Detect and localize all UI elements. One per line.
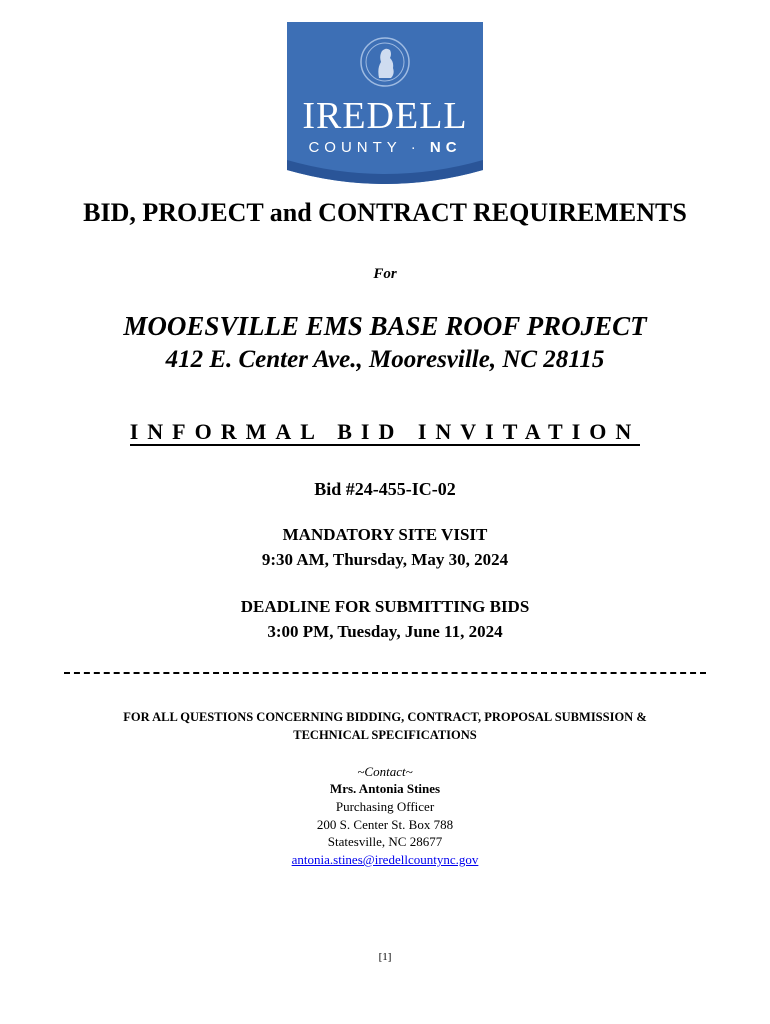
dashed-divider bbox=[64, 672, 706, 674]
logo-state: NC bbox=[429, 139, 462, 156]
invitation-heading bbox=[0, 418, 770, 446]
bid-number: Bid #24-455-IC-02 bbox=[314, 479, 456, 499]
document-title: BID, PROJECT and CONTRACT REQUIREMENTS bbox=[83, 198, 687, 227]
for-label: For bbox=[373, 266, 397, 282]
logo-name: IREDELL bbox=[302, 95, 468, 137]
contact-address-line-2: Statesville, NC 28677 bbox=[327, 834, 443, 849]
logo-separator: · bbox=[410, 139, 421, 156]
site-visit-time: 9:30 AM, Thursday, May 30, 2024 bbox=[261, 550, 509, 569]
questions-line-1: FOR ALL QUESTIONS CONCERNING BIDDING, CONTRACT, PROPOSAL SUBMISSION & bbox=[123, 710, 647, 724]
logo-county: COUNTY bbox=[308, 139, 402, 156]
county-logo bbox=[287, 22, 483, 190]
site-visit-label: MANDATORY SITE VISIT bbox=[282, 525, 488, 544]
project-name: MOOESVILLE EMS BASE ROOF PROJECT bbox=[123, 311, 647, 341]
invitation-text: INFORMAL BID INVITATION bbox=[129, 419, 641, 444]
questions-line-2: TECHNICAL SPECIFICATIONS bbox=[293, 728, 477, 742]
page-number: [1] bbox=[378, 951, 392, 963]
contact-address-line-1: 200 S. Center St. Box 788 bbox=[316, 817, 454, 832]
deadline-label: DEADLINE FOR SUBMITTING BIDS bbox=[240, 597, 530, 616]
contact-label: ~Contact~ bbox=[357, 764, 413, 779]
project-address: 412 E. Center Ave., Mooresville, NC 28115 bbox=[165, 346, 605, 373]
contact-email-link[interactable]: antonia.stines@iredellcountync.gov bbox=[291, 852, 479, 867]
logo-subtitle bbox=[287, 139, 483, 157]
contact-title: Purchasing Officer bbox=[335, 799, 435, 814]
contact-name: Mrs. Antonia Stines bbox=[329, 781, 441, 796]
deadline-time: 3:00 PM, Tuesday, June 11, 2024 bbox=[267, 622, 503, 641]
contact-email-row bbox=[0, 851, 770, 869]
